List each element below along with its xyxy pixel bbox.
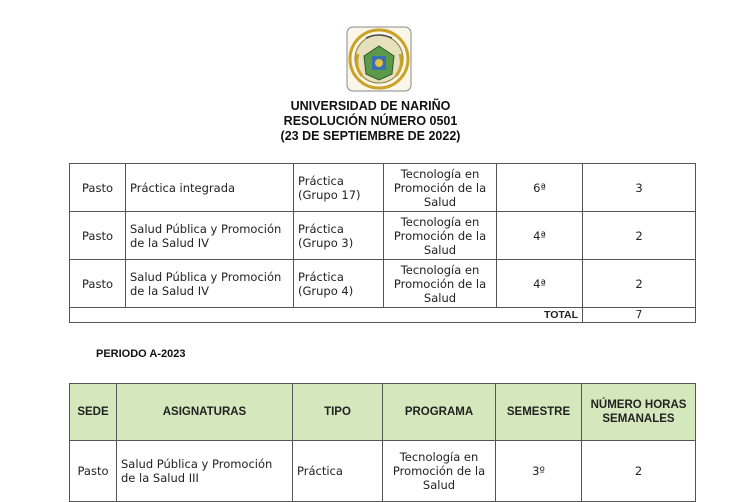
semestre-cell: 4ª (497, 260, 583, 308)
courses-table-previous (69, 163, 696, 323)
tipo-cell: Práctica (Grupo 3) (294, 212, 384, 260)
horas-cell: 2 (583, 212, 696, 260)
horas-cell: 3 (583, 164, 696, 212)
total-label: TOTAL (70, 308, 583, 323)
programa-cell: Tecnología en Promoción de la Salud (384, 260, 497, 308)
header-sede: SEDE (70, 384, 117, 441)
tipo-cell: Práctica (293, 441, 383, 502)
university-seal-icon (346, 26, 412, 92)
semestre-cell: 4ª (497, 212, 583, 260)
tipo-cell: Práctica (Grupo 17) (294, 164, 384, 212)
table-row (70, 441, 696, 502)
asignatura-cell: Salud Pública y Promoción de la Salud IV (126, 212, 294, 260)
table-row (70, 164, 696, 212)
institution-name: UNIVERSIDAD DE NARIÑO (290, 99, 451, 113)
header-asignaturas: ASIGNATURAS (117, 384, 293, 441)
horas-cell: 2 (583, 260, 696, 308)
sede-cell: Pasto (70, 164, 126, 212)
total-row (70, 308, 696, 323)
tipo-cell: Práctica (Grupo 4) (294, 260, 384, 308)
header-programa: PROGRAMA (383, 384, 496, 441)
resolution-date: (23 DE SEPTIEMBRE DE 2022) (280, 129, 461, 143)
table-row (70, 212, 696, 260)
sede-cell: Pasto (70, 260, 126, 308)
semestre-cell: 6ª (497, 164, 583, 212)
header-horas: NÚMERO HORAS SEMANALES (582, 384, 696, 441)
asignatura-cell: Salud Pública y Promoción de la Salud IV (126, 260, 294, 308)
asignatura-cell: Salud Pública y Promoción de la Salud III (117, 441, 293, 502)
total-value: 7 (583, 308, 696, 323)
table-row (70, 260, 696, 308)
period-label: PERIODO A-2023 (96, 348, 186, 360)
table-header-row (70, 384, 696, 441)
programa-cell: Tecnología en Promoción de la Salud (384, 212, 497, 260)
semestre-cell: 3º (496, 441, 582, 502)
horas-cell: 2 (582, 441, 696, 502)
programa-cell: Tecnología en Promoción de la Salud (384, 164, 497, 212)
programa-cell: Tecnología en Promoción de la Salud (383, 441, 496, 502)
asignatura-cell: Práctica integrada (126, 164, 294, 212)
header-semestre: SEMESTRE (496, 384, 582, 441)
resolution-number: RESOLUCIÓN NÚMERO 0501 (283, 114, 458, 128)
courses-table-2023a (69, 383, 696, 502)
sede-cell: Pasto (70, 212, 126, 260)
sede-cell: Pasto (70, 441, 117, 502)
header-tipo: TIPO (293, 384, 383, 441)
